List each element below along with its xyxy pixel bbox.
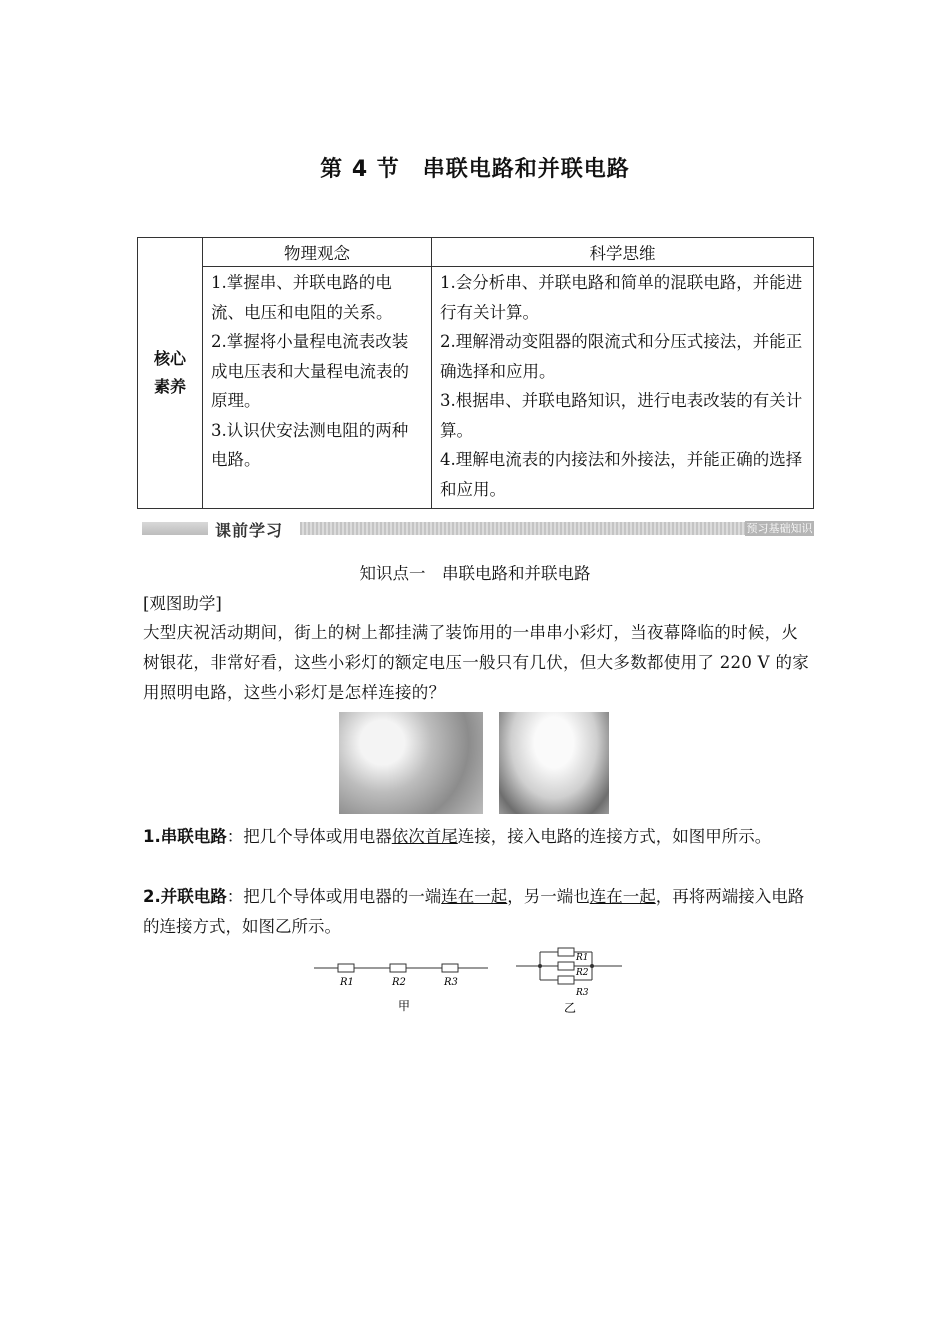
header-physics: 物理观念 (203, 238, 432, 267)
parallel-label-r2: R2 (576, 968, 589, 978)
physics-item: 1.掌握串、并联电路的电流、电压和电阻的关系。 (211, 273, 393, 322)
banner-bar-left (142, 522, 208, 535)
banner-bar-mid (300, 522, 750, 535)
page-title: 第 4 节 串联电路和并联电路 (320, 157, 630, 182)
junction-left (538, 964, 542, 968)
tree-lights-photo-2 (499, 712, 609, 814)
junction-right (590, 964, 594, 968)
thinking-item: 3.根据串、并联电路知识，进行电表改装的有关计算。 (440, 391, 803, 440)
parallel-text-pre: ：把几个导体或用电器的一端 (226, 887, 442, 906)
parallel-label-r3: R3 (576, 988, 589, 998)
series-circuit (314, 964, 488, 972)
series-num: 1. (143, 827, 161, 846)
parallel-text-post: ，再将两端接入电路的连接方式，如图乙所示。 (143, 887, 805, 936)
caption-right: 乙 (564, 1001, 577, 1015)
physics-item: 3.认识伏安法测电阻的两种电路。 (211, 420, 409, 469)
parallel-text-mid: ，另一端也 (507, 887, 590, 906)
header-thinking: 科学思维 (432, 238, 814, 267)
banner-tag: 预习基础知识 (746, 522, 813, 535)
series-text-pre: ：把几个导体或用电器 (226, 827, 392, 846)
series-definition (143, 822, 811, 852)
series-resistor-1 (338, 964, 354, 972)
series-label-r3: R3 (444, 977, 458, 988)
parallel-blank-2: 连在一起 (589, 887, 656, 906)
section-head: [观图助学] (143, 594, 222, 613)
knowledge-point-title: 知识点一 串联电路和并联电路 (359, 564, 591, 583)
tree-lights-photo-1 (339, 712, 483, 814)
parallel-term: 并联电路 (160, 887, 227, 906)
parallel-resistor-1 (558, 948, 574, 956)
physics-item: 2.掌握将小量程电流表改装成电压表和大量程电流表的原理。 (211, 332, 409, 410)
series-resistor-3 (442, 964, 458, 972)
series-text-post: 连接，接入电路的连接方式，如图甲所示。 (457, 827, 772, 846)
core-literacy-label (138, 238, 203, 509)
circuit-diagrams (310, 944, 630, 1018)
parallel-blank-1: 连在一起 (441, 887, 508, 906)
parallel-circuit (516, 948, 622, 984)
banner-label: 课前学习 (215, 521, 284, 540)
parallel-resistor-2 (558, 962, 574, 970)
caption-left: 甲 (398, 999, 411, 1013)
thinking-item: 1.会分析串、并联电路和简单的混联电路，并能进行有关计算。 (440, 273, 803, 322)
thinking-item: 4.理解电流表的内接法和外接法，并能正确的选择和应用。 (440, 450, 803, 499)
series-resistor-2 (390, 964, 406, 972)
parallel-num: 2. (143, 887, 161, 906)
physics-cell (203, 267, 432, 509)
core-literacy-label-text: 核心素养 (153, 349, 186, 396)
series-label-r2: R2 (392, 977, 406, 988)
section-banner (142, 518, 814, 538)
parallel-label-r1: R1 (576, 953, 589, 963)
thinking-item: 2.理解滑动变阻器的限流式和分压式接法，并能正确选择和应用。 (440, 332, 803, 381)
series-blank: 依次首尾 (391, 827, 458, 846)
series-label-r1: R1 (340, 977, 354, 988)
parallel-definition (143, 882, 811, 942)
intro-paragraph: 大型庆祝活动期间，街上的树上都挂满了装饰用的一串串小彩灯，当夜幕降临的时候，火树银花，非常好看，这些小彩灯的额定电压一般只有几伏，但大多数都使用了 220 V 的家用照明电路，这些小彩灯是怎样连接的？ (143, 623, 810, 702)
thinking-cell (432, 267, 814, 509)
core-literacy-table (137, 237, 814, 509)
series-term: 串联电路 (160, 827, 227, 846)
parallel-resistor-3 (558, 976, 574, 984)
